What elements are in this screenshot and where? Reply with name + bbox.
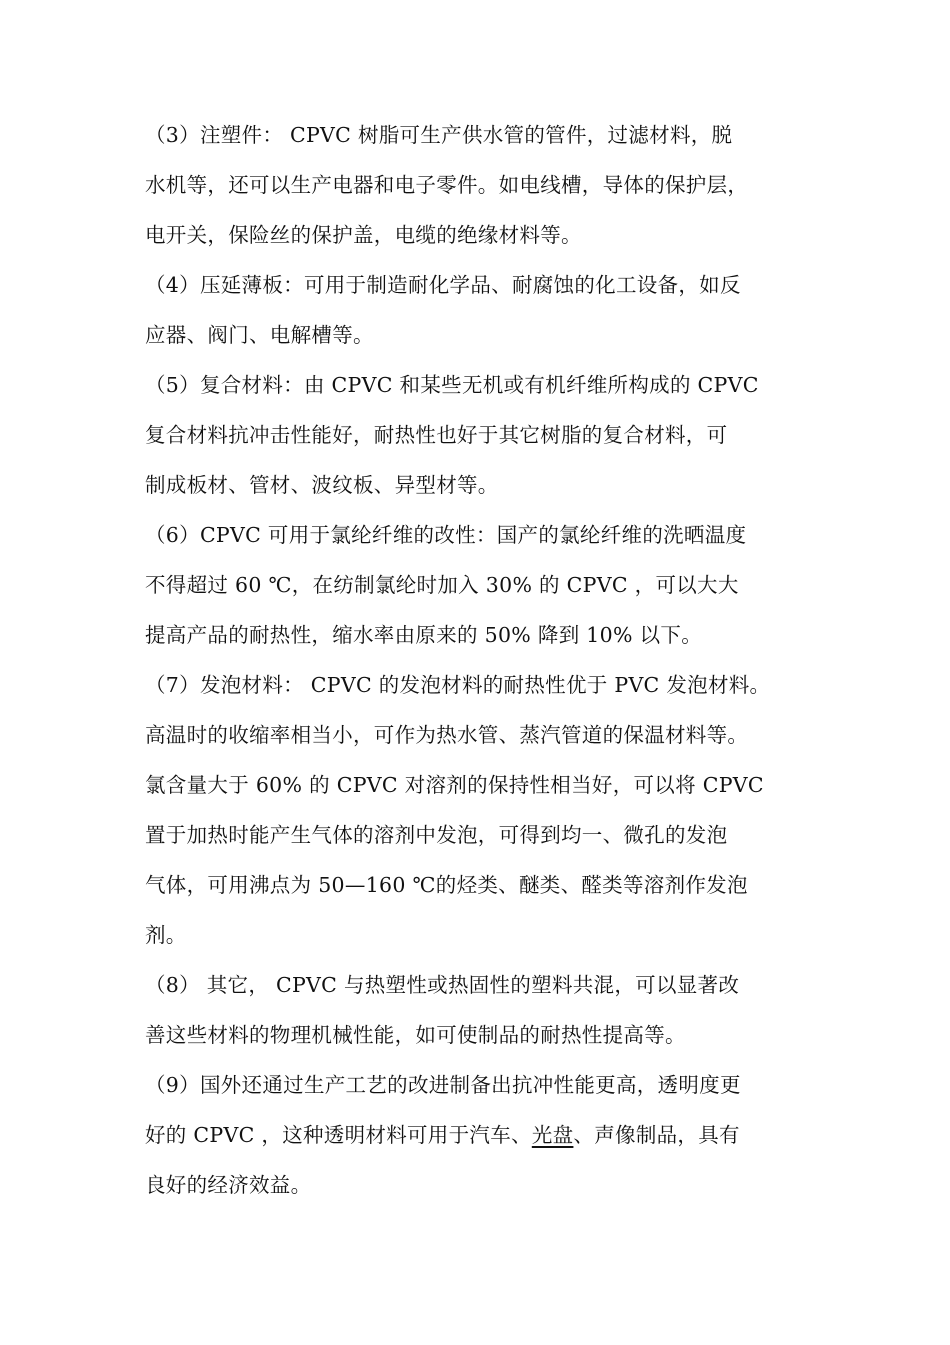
p4-line-1: （4）压延薄板：可用于制造耐化学品、耐腐蚀的化工设备，如反 (145, 273, 741, 297)
p9-line-3: 良好的经济效益。 (145, 1173, 312, 1197)
p7-line-2: 高温时的收缩率相当小，可作为热水管、蒸汽管道的保温材料等。 (145, 723, 749, 747)
p8-line-2: 善这些材料的物理机械性能，如可使制品的耐热性提高等。 (145, 1023, 686, 1047)
p7-line-4: 置于加热时能产生气体的溶剂中发泡，可得到均一、微孔的发泡 (145, 823, 728, 847)
p3-line-1: （3）注塑件： CPVC 树脂可生产供水管的管件，过滤材料，脱 (145, 123, 733, 147)
underlined-term: 光盘 (531, 1123, 574, 1147)
p5-line-3: 制成板材、管材、波纹板、异型材等。 (145, 473, 499, 497)
p9-line-2-before: 好的 CPVC ，这种透明材料可用于汽车、 (145, 1123, 532, 1147)
p8-line-1: （8） 其它， CPVC 与热塑性或热固性的塑料共混，可以显著改 (145, 973, 740, 997)
p9-line-2 (145, 1120, 825, 1150)
p5-line-2: 复合材料抗冲击性能好，耐热性也好于其它树脂的复合材料，可 (145, 423, 728, 447)
p7-line-1: （7）发泡材料： CPVC 的发泡材料的耐热性优于 PVC 发泡材料。 (145, 673, 771, 697)
p6-line-1: （6）CPVC 可用于氯纶纤维的改性：国产的氯纶纤维的洗晒温度 (145, 523, 747, 547)
p9-line-2-after: 、声像制品，具有 (573, 1123, 740, 1147)
p7-line-5: 气体，可用沸点为 50—160 ℃的烃类、醚类、醛类等溶剂作发泡 (145, 873, 748, 897)
p3-line-3: 电开关，保险丝的保护盖，电缆的绝缘材料等。 (145, 223, 582, 247)
p6-line-2: 不得超过 60 ℃，在纺制氯纶时加入 30% 的 CPVC ，可以大大 (145, 573, 739, 597)
p7-line-3: 氯含量大于 60% 的 CPVC 对溶剂的保持性相当好，可以将 CPVC (145, 773, 764, 797)
p6-line-3: 提高产品的耐热性，缩水率由原来的 50% 降到 10% 以下。 (145, 623, 702, 647)
p9-line-1: （9）国外还通过生产工艺的改进制备出抗冲性能更高，透明度更 (145, 1073, 741, 1097)
p5-line-1: （5）复合材料：由 CPVC 和某些无机或有机纤维所构成的 CPVC (145, 373, 759, 397)
p7-line-6: 剂。 (145, 923, 187, 947)
p4-line-2: 应器、阀门、电解槽等。 (145, 323, 374, 347)
p3-line-2: 水机等，还可以生产电器和电子零件。如电线槽，导体的保护层， (145, 173, 749, 197)
